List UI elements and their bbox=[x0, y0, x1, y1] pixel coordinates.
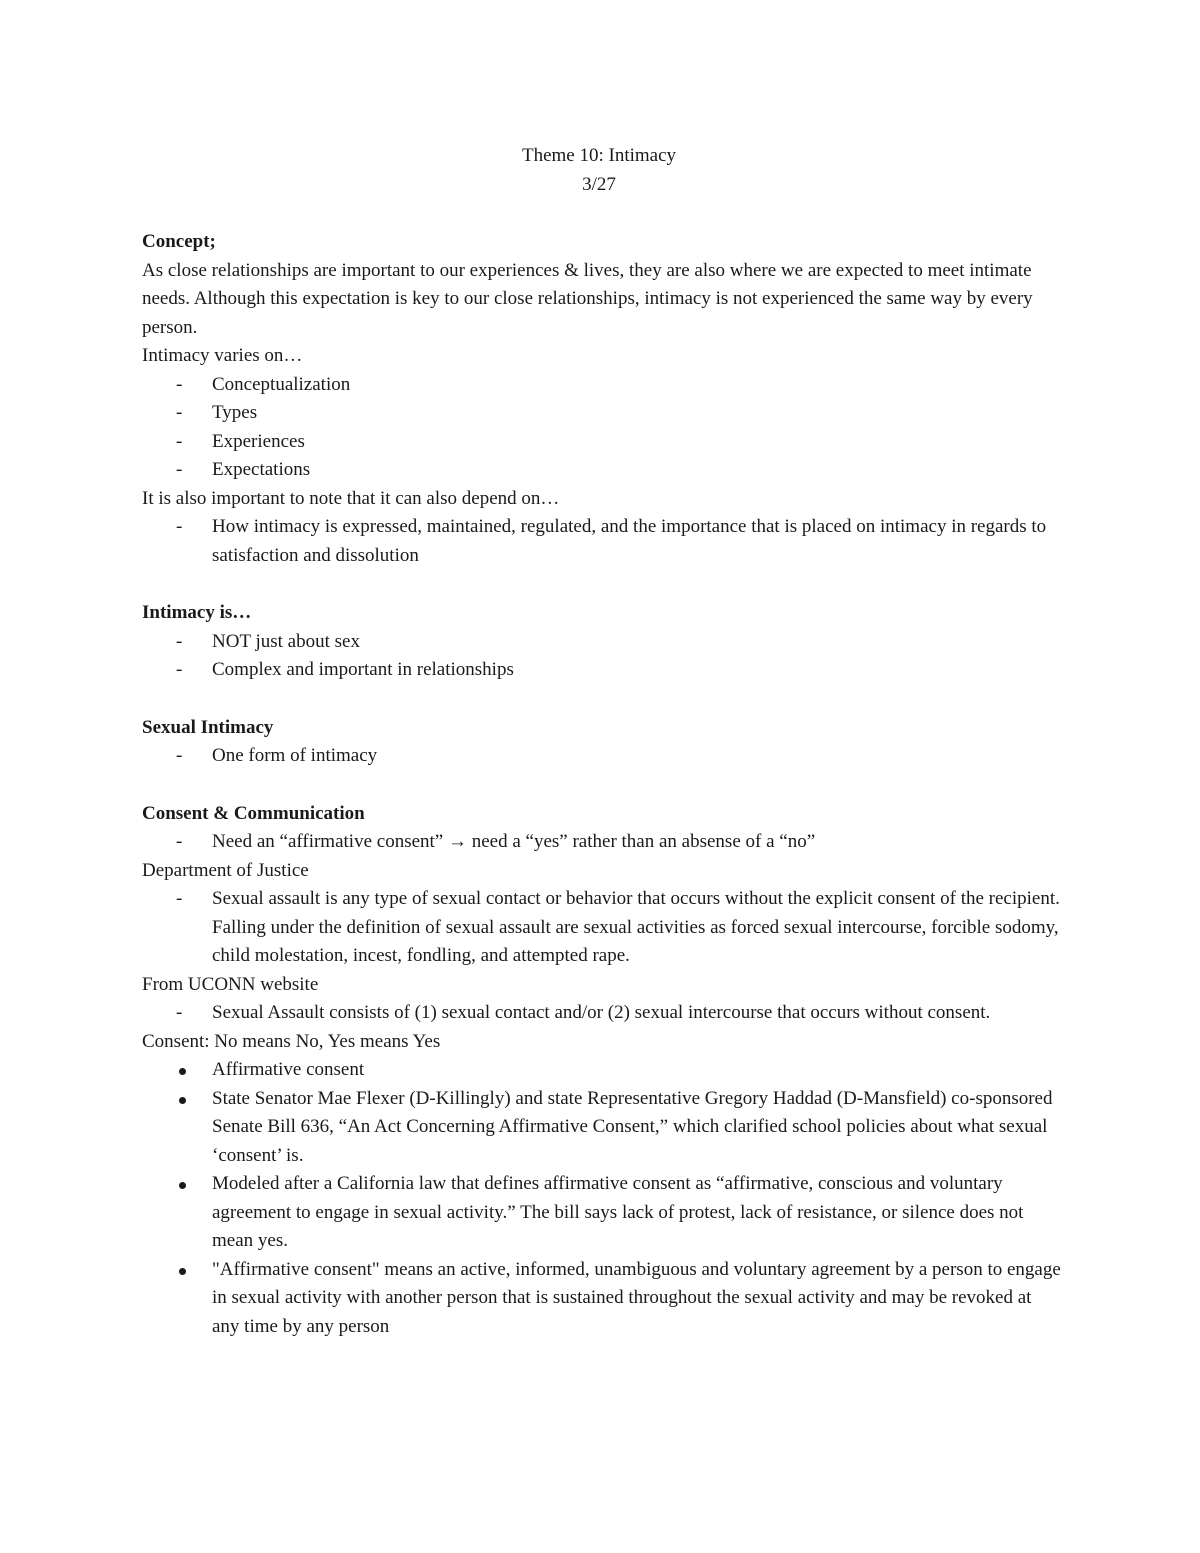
document-title: Theme 10: Intimacy bbox=[521, 145, 677, 166]
list-item: - NOT just about sex bbox=[142, 628, 1062, 657]
bullet-marker bbox=[179, 1268, 186, 1275]
doj-label: Department of Justice bbox=[142, 859, 309, 881]
list-item: - Expectations bbox=[142, 456, 1062, 485]
bullet-marker bbox=[179, 1182, 186, 1189]
dash-marker: - bbox=[176, 745, 183, 766]
list-item: Modeled after a California law that defines affirmative consent as “affirmative, conscious and voluntary agreement to engage in sexual activity.” The bill says lack of protest, lack of resistance, or silence does not mean yes. bbox=[142, 1170, 1062, 1256]
dash-marker: - bbox=[176, 516, 183, 537]
document-date: 3/27 bbox=[582, 173, 616, 195]
list-item: - Types bbox=[142, 399, 1062, 428]
sexual-intimacy-list bbox=[142, 742, 1062, 771]
bullet-marker bbox=[179, 1068, 186, 1075]
list-item: Affirmative consent bbox=[142, 1056, 1062, 1085]
bullet-marker bbox=[179, 1097, 186, 1104]
depend-list bbox=[142, 513, 1062, 570]
concept-heading: Concept; bbox=[142, 231, 216, 252]
list-item: State Senator Mae Flexer (D-Killingly) and state Representative Gregory Haddad (D-Mansfield) co-sponsored Senate Bill 636, “An Act Concerning Affirmative Consent,” which clarified school policies about what sexual ‘consent’ is. bbox=[142, 1085, 1062, 1171]
list-item: - Sexual assault is any type of sexual contact or behavior that occurs without the explicit consent of the recipient. Falling under the definition of sexual assault are sexual activities as forced sexual intercourse, forcible sodomy, child molestation, incest, fondling, and attempted rape. bbox=[142, 885, 1062, 971]
list-item: - Conceptualization bbox=[142, 371, 1062, 400]
spacer bbox=[142, 199, 1062, 228]
sexual-intimacy-heading: Sexual Intimacy bbox=[142, 716, 274, 738]
consent-heading: Consent & Communication bbox=[142, 802, 365, 824]
spacer bbox=[142, 570, 1062, 599]
dash-marker: - bbox=[176, 459, 183, 480]
list-item: - One form of intimacy bbox=[142, 742, 1062, 771]
list-item: "Affirmative consent" means an active, informed, unambiguous and voluntary agreement by a person to engage in sexual activity with another person that is sustained throughout the sexual activity and may be revoked at any time by any person bbox=[142, 1256, 1062, 1342]
depend-intro: It is also important to note that it can also depend on… bbox=[142, 487, 560, 509]
dash-marker: - bbox=[176, 659, 183, 680]
uconn-label: From UCONN website bbox=[142, 973, 319, 995]
spacer bbox=[142, 771, 1062, 800]
varies-list bbox=[142, 371, 1062, 485]
dash-marker: - bbox=[176, 831, 183, 852]
dash-marker: - bbox=[176, 630, 183, 652]
dash-marker: - bbox=[176, 1002, 183, 1023]
spacer bbox=[142, 685, 1062, 714]
consent-label: Consent: No means No, Yes means Yes bbox=[142, 1030, 441, 1052]
list-item: - Sexual Assault consists of (1) sexual contact and/or (2) sexual intercourse that occurs without consent. bbox=[142, 999, 1062, 1028]
uconn-list bbox=[142, 999, 1062, 1028]
varies-intro: Intimacy varies on… bbox=[142, 345, 303, 366]
concept-paragraph: As close relationships are important to our experiences & lives, they are also where we are expected to meet intimate needs. Although this expectation is key to our close relationships, intimacy is not experienced the same way by every person. bbox=[142, 259, 1033, 338]
document-page bbox=[142, 142, 1062, 1341]
list-item: - Experiences bbox=[142, 428, 1062, 457]
intimacy-is-list bbox=[142, 628, 1062, 685]
dash-marker: - bbox=[176, 373, 183, 395]
intimacy-is-heading: Intimacy is… bbox=[142, 602, 252, 623]
dash-marker: - bbox=[176, 888, 183, 909]
consent-bullet-list bbox=[142, 1056, 1062, 1341]
consent-list bbox=[142, 828, 1062, 857]
doj-list bbox=[142, 885, 1062, 971]
dash-marker: - bbox=[176, 402, 183, 423]
dash-marker: - bbox=[176, 430, 183, 452]
list-item: - Need an “affirmative consent” → need a “yes” rather than an absense of a “no” bbox=[142, 828, 1062, 857]
list-item: - Complex and important in relationships bbox=[142, 656, 1062, 685]
list-item: - How intimacy is expressed, maintained, regulated, and the importance that is placed on intimacy in regards to satisfaction and dissolution bbox=[142, 513, 1062, 570]
